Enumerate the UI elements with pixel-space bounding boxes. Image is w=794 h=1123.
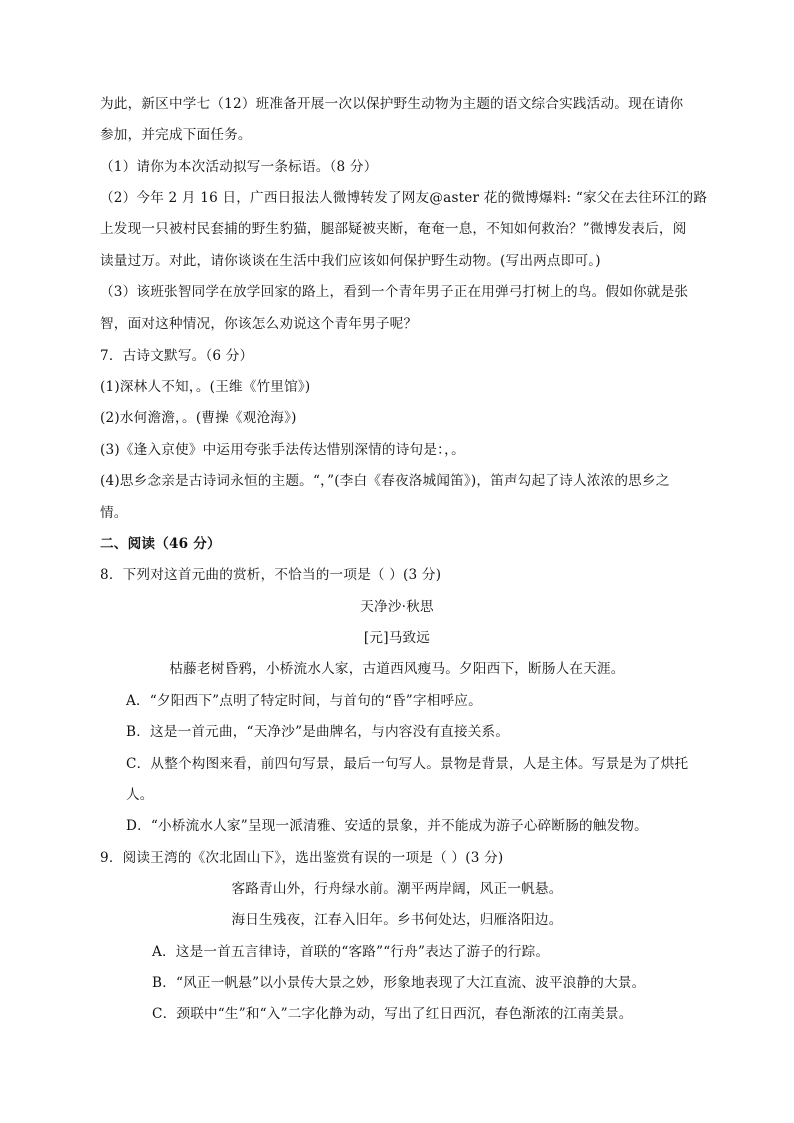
q9-option-c: C．颈联中“生”和“入”二字化静为动，写出了红日西沉，春色渐浓的江南美景。 bbox=[152, 1006, 633, 1022]
q9-option-a: A．这是一首五言律诗，首联的“客路”“行舟”表达了游子的行踪。 bbox=[152, 944, 550, 960]
q8-poem-title: 天净沙·秋思 bbox=[360, 599, 434, 615]
q9-poem-line-1: 客路青山外，行舟绿水前。潮平两岸阔，风正一帆悬。 bbox=[231, 881, 563, 897]
q8-option-d: D．“小桥流水人家”呈现一派清雅、安适的景象，并不能成为游子心碎断肠的触发物。 bbox=[126, 818, 648, 834]
q9-option-b: B．“风正一帆悬”以小景传大景之妙，形象地表现了大江直流、波平浪静的大景。 bbox=[152, 975, 646, 991]
q8-option-c-line-1: C．从整个构图来看，前四句写景，最后一句写人。景物是背景，人是主体。写景是为了烘托 bbox=[126, 756, 689, 772]
q6-task-3-line-2: 智，面对这种情况，你该怎么劝说这个青年男子呢？ bbox=[100, 316, 418, 332]
q6-task-3-line-1: （3）该班张智同学在放学回家的路上，看到一个青年男子正在用弹弓打树上的鸟。假如你就是张 bbox=[100, 284, 689, 300]
intro-line-1: 为此，新区中学七（12）班准备开展一次以保护野生动物为主题的语文综合实践活动。现在请你 bbox=[100, 96, 684, 112]
q7-title: 7．古诗文默写。（6 分） bbox=[100, 348, 254, 364]
q8-option-a: A．“夕阳西下”点明了特定时间，与首句的“昏”字相呼应。 bbox=[126, 693, 482, 709]
q6-task-2-line-2: 上发现一只被村民套捕的野生豹猫，腿部疑被夹断，奄奄一息，不知如何救治？”微博发表后，阅 bbox=[100, 221, 687, 237]
q6-task-2-line-1: （2）今年 2 月 16 日，广西日报法人微博转发了网友@aster 花的微博爆料: “家父在去往环江的路 bbox=[100, 190, 708, 206]
q8-title: 8．下列对这首元曲的赏析，不恰当的一项是（ ）(3 分) bbox=[100, 567, 442, 583]
q7-item-3: (3)《逢入京使》中运用夸张手法传达惜别深情的诗句是：，。 bbox=[100, 442, 465, 458]
q7-item-4-line-1: (4)思乡念亲是古诗词永恒的主题。“，”(李白《春夜洛城闻笛》)，笛声勾起了诗人浓浓的思乡之 bbox=[100, 473, 670, 489]
q9-poem-line-2: 海日生残夜，江春入旧年。乡书何处达，归雁洛阳边。 bbox=[231, 912, 563, 928]
q6-task-1: （1）请你为本次活动拟写一条标语。（8 分） bbox=[100, 159, 378, 175]
intro-line-2: 参加，并完成下面任务。 bbox=[100, 127, 252, 143]
q7-item-4-line-2: 情。 bbox=[100, 505, 128, 521]
section-2-heading: 二、阅读（46 分） bbox=[100, 536, 221, 552]
q8-poem-author: [元]马致远 bbox=[363, 630, 431, 646]
q8-poem-text: 枯藤老树昏鸦，小桥流水人家，古道西风瘦马。夕阳西下，断肠人在天涯。 bbox=[169, 661, 625, 677]
q8-option-b: B．这是一首元曲，“天净沙”是曲牌名，与内容没有直接关系。 bbox=[126, 724, 510, 740]
q6-task-2-line-3: 读量过万。对此，请你谈谈在生活中我们应该如何保护野生动物。(写出两点即可。) bbox=[100, 253, 601, 269]
q7-item-2: (2)水何澹澹，。(曹操《观沧海》) bbox=[100, 410, 297, 426]
q7-item-1: (1)深林人不知，。(王维《竹里馆》) bbox=[100, 379, 311, 395]
q8-option-c-line-2: 人。 bbox=[126, 787, 154, 803]
q9-title: 9．阅读王湾的《次北固山下》，选出鉴赏有误的一项是（ ）(3 分) bbox=[100, 850, 504, 866]
